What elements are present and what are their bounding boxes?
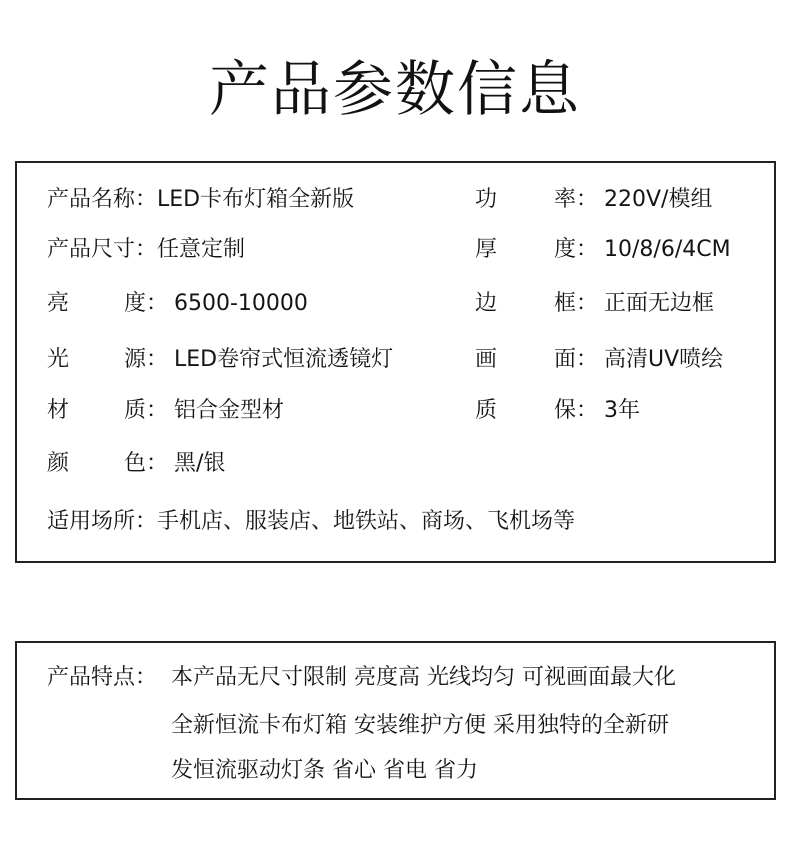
spec-warranty-label-second: 保： (554, 398, 599, 423)
spec-screen-value: 高清UV喷绘 (604, 347, 724, 372)
spec-color-row (47, 449, 307, 479)
spec-places-value: 手机店、服装店、地铁站、商场、飞机场等 (157, 509, 576, 534)
spec-frame-value: 正面无边框 (604, 291, 715, 316)
spec-screen-label-first: 画 (475, 347, 498, 372)
feature-line-3: 发恒流驱动灯条 省心 省电 省力 (171, 758, 478, 783)
feature-line-2: 全新恒流卡布灯箱 安装维护方便 采用独特的全新研 (171, 713, 669, 738)
spec-frame-label-first: 边 (475, 291, 498, 316)
spec-light-source-value: LED卷帘式恒流透镜灯 (174, 347, 394, 372)
spec-frame-label-second: 框： (554, 291, 599, 316)
spec-color-label-first: 颜 (47, 451, 70, 476)
spec-power-label-second: 率： (554, 187, 599, 212)
spec-light-source-row (47, 345, 467, 375)
spec-screen-label-second: 面： (554, 347, 599, 372)
feature-box (15, 641, 776, 800)
spec-power-label-first: 功 (475, 187, 498, 212)
spec-screen-row (475, 345, 755, 375)
spec-warranty-row (475, 396, 755, 426)
spec-size-value: 任意定制 (157, 237, 246, 262)
spec-thickness-value: 10/8/6/4CM (604, 237, 731, 262)
spec-material-row (47, 396, 367, 426)
spec-box (15, 161, 776, 563)
spec-name-row (47, 185, 354, 215)
feature-line-1: 本产品无尺寸限制 亮度高 光线均匀 可视画面最大化 (171, 665, 676, 690)
spec-power-value: 220V/模组 (604, 187, 713, 212)
spec-light-source-label-second: 源： (124, 347, 169, 372)
spec-light-source-label-first: 光 (47, 347, 70, 372)
spec-brightness-value: 6500-10000 (174, 291, 308, 316)
spec-places-row (47, 507, 575, 537)
spec-name-value: LED卡布灯箱全新版 (157, 187, 355, 212)
feature-label: 产品特点： (47, 665, 158, 690)
spec-thickness-label-second: 度： (554, 237, 599, 262)
spec-power-row (475, 185, 755, 215)
spec-brightness-label-second: 度： (124, 291, 169, 316)
spec-material-label-second: 质： (124, 398, 169, 423)
spec-color-label-second: 色： (124, 451, 169, 476)
spec-brightness-row (47, 289, 377, 319)
page-title: 产品参数信息 (209, 55, 581, 125)
spec-size-row (47, 235, 245, 265)
spec-warranty-label-first: 质 (475, 398, 498, 423)
spec-name-label: 产品名称： (47, 187, 158, 212)
spec-size-label: 产品尺寸： (47, 237, 158, 262)
spec-thickness-row (475, 235, 755, 265)
spec-thickness-label-first: 厚 (475, 237, 498, 262)
spec-material-value: 铝合金型材 (174, 398, 285, 423)
spec-color-value: 黑/银 (174, 451, 226, 476)
spec-brightness-label-first: 亮 (47, 291, 70, 316)
spec-places-label: 适用场所： (47, 509, 158, 534)
spec-frame-row (475, 289, 755, 319)
spec-warranty-value: 3年 (604, 398, 640, 423)
spec-material-label-first: 材 (47, 398, 70, 423)
